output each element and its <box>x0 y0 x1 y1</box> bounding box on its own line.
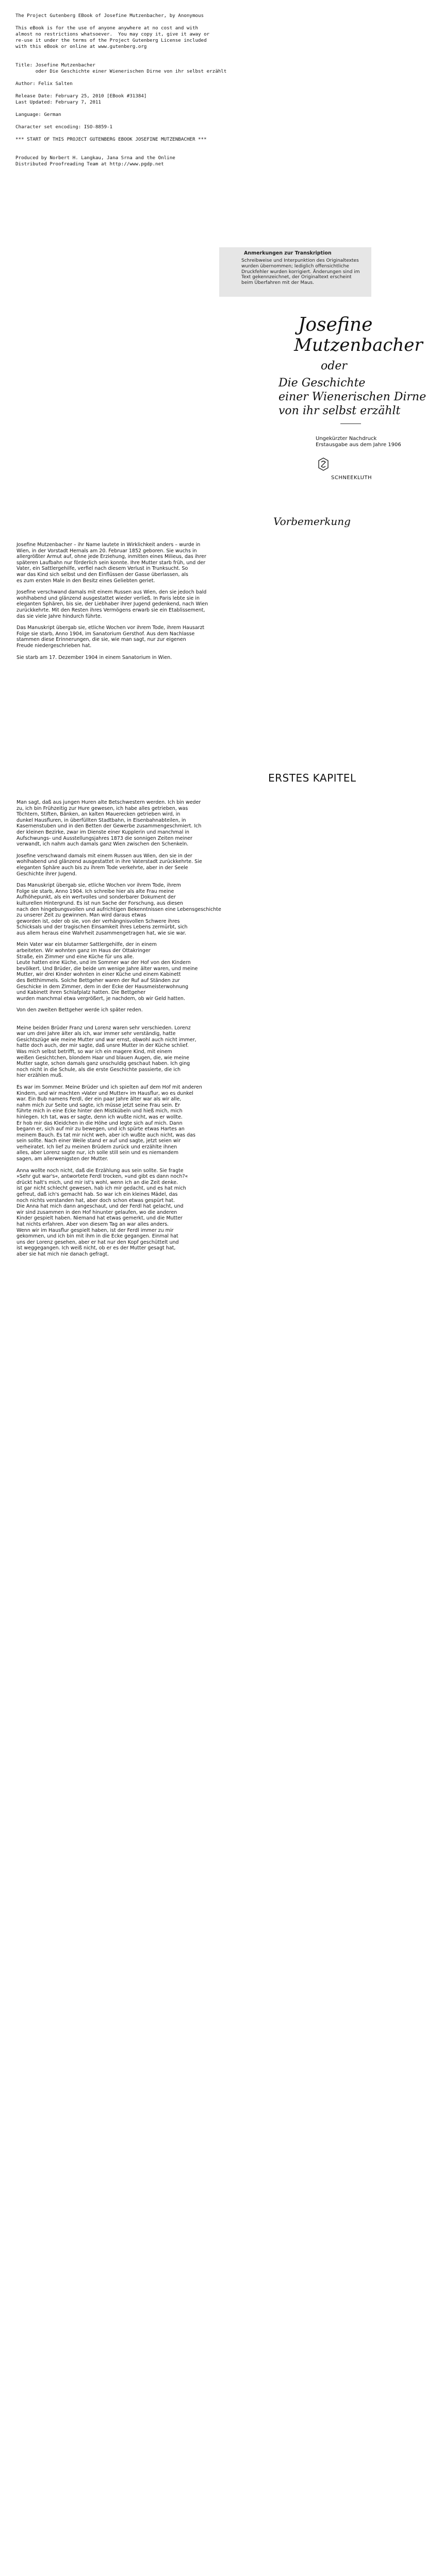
vorbemerkung-line: Freude niedergeschrieben hat. <box>17 642 92 649</box>
chapter-line: war. Ein Bub namens Ferdl, der ein paar Jahre älter war als wir alle, <box>17 1096 182 1103</box>
vorbemerkung-line: Das Manuskript übergab sie, etliche Wochen vor ihrem Tode, ihrem Hausarzt <box>17 625 205 631</box>
reprint-note: Ungekürzter Nachdruck Erstausgabe aus dem Jahre 1906 <box>316 436 401 448</box>
chapter-line: führte mich in eine Ecke hinter den Mistkübeln und hieß mich, mich <box>17 1108 183 1114</box>
chapter-line: Kasernenstuben und in den Betten der Gewerbe zusammengeschmiert. Ich <box>17 823 202 829</box>
publisher-logo-icon <box>318 457 329 471</box>
vorbemerkung-text <box>17 542 378 660</box>
chapter-line: bevölkert. Und Brüder, die beide um wenige Jahre älter waren, und meine <box>17 965 198 972</box>
chapter-line: gefreut, daß ich's gemacht hab. So war ich ein kleines Mädel, das <box>17 1192 178 1198</box>
vorbemerkung-line: Josefine verschwand damals mit einem Russen aus Wien, den sie jedoch bald <box>17 589 207 596</box>
chapter-line: wurden manchmal etwa vergrößert, je nachdem, ob wir Geld hatten. <box>17 995 185 1002</box>
chapter-heading: ERSTES KAPITEL <box>268 772 356 784</box>
chapter-line: hat nichts erfahren. Aber von diesem Tag an war alles anders. <box>17 1222 169 1227</box>
vorbemerkung-line: allergrößter Armut auf, ohne jede Erziehung, inmitten eines Milieus, das ihrer <box>17 554 206 560</box>
chapter-line: sagen, am allerwenigsten der Mutter. <box>17 1156 108 1162</box>
chapter-line: »Sehr gut war's«, antwortete Ferdl trocken, »und gibt es dann noch?« <box>17 1174 188 1180</box>
chapter-line: ist weggegangen. Ich weiß nicht, ob er es der Mutter gesagt hat, <box>17 1245 176 1251</box>
chapter-line: Mutter sagte, schon damals ganz unschuldig geschaut haben. Ich ging <box>17 1061 190 1067</box>
chapter-line: verheiratet. Ich lief zu meinen Brüdern zurück und erzählte ihnen <box>17 1144 177 1150</box>
transcription-note-line: beim Überfahren mit der Maus. <box>241 280 314 286</box>
transcription-note-line: Text gekennzeichnet, der Originaltext erscheint <box>241 275 352 280</box>
chapter-line: Die Anna hat mich dann angeschaut, und der Ferdl hat gelacht, und <box>17 1204 184 1210</box>
chapter-text <box>17 800 378 1258</box>
vorbemerkung-line: Wien, in der Vorstadt Hernals am 20. Februar 1852 geboren. Sie wuchs in <box>17 548 197 554</box>
chapter-line: des Betthimmels. Solche Bettgeher waren der Ruf auf Ständen zur <box>17 978 180 984</box>
vorbemerkung-line: stammen diese Erinnerungen, die sie, wie man sagt, nur zur eigenen <box>17 637 186 643</box>
chapter-line: nach den hingebungsvollen und aufrichtigen Bekenntnissen eine Lebensgeschichte <box>17 906 221 912</box>
chapter-line: drückt halt's mich, und mir ist's wohl, wenn ich an die Zeit denke. <box>17 1179 178 1185</box>
chapter-line: Josefine verschwand damals mit einem Russen aus Wien, den sie in der <box>17 853 192 859</box>
chapter-line: alles, aber Lorenz sagte nur, ich solle still sein und es niemandem <box>17 1150 178 1156</box>
chapter-line: Man sagt, daß aus jungen Huren alte Betschwestern werden. Ich bin weder <box>17 800 201 805</box>
chapter-line: Das Manuskript übergab sie, etliche Wochen vor ihrem Tode, ihrem <box>17 883 181 889</box>
chapter-line: Mutter, wir drei Kinder wohnten in einer Küche und einem Kabinett <box>17 972 181 978</box>
vorbemerkung-line: eleganten Sphären, bis sie, der Liebhaber ihrer Jugend gedenkend, nach Wien <box>17 601 208 607</box>
chapter-line: Folge sie starb, Anno 1904. Ich schreibe hier als alte Frau meine <box>17 888 174 894</box>
chapter-line: Von den zweiten Bettgeher werde ich später reden. <box>17 1007 143 1013</box>
chapter-line: aber sie hat mich nie danach gefragt. <box>17 1251 109 1257</box>
transcription-note-line: wurden übernommen; lediglich offensichtliche <box>241 263 349 269</box>
chapter-line: Meine beiden Brüder Franz und Lorenz waren sehr verschieden. Lorenz <box>17 1025 191 1031</box>
transcription-note-line: Schreibweise und Interpunktion des Originaltextes <box>241 258 359 263</box>
chapter-line: noch nichts verstanden hat, aber doch schon etwas gespürt hat. <box>17 1197 175 1204</box>
chapter-line: wohlhabend und glänzend ausgestattet in ihre Vaterstadt zurückkehrte. Sie <box>17 859 202 865</box>
chapter-line <box>17 1013 378 1020</box>
vorbemerkung-heading: Vorbemerkung <box>273 515 351 528</box>
chapter-line: nahm mich zur Seite und sagte, ich müsse jetzt seine Frau sein. Er <box>17 1102 180 1108</box>
chapter-line: Töchtern, Stiften, Bänken, an kalten Mauerecken getrieben wird, in <box>17 811 181 818</box>
chapter-line: und Kabinett ihren Schlafplatz hatten. Die Bettgeher <box>17 990 146 996</box>
book-title-oder: oder <box>321 360 347 372</box>
title-divider <box>340 423 361 424</box>
chapter-line: meinem Bauch. Es tat mir nicht weh, aber ich wußte auch nicht, was das <box>17 1132 195 1138</box>
chapter-line: hier erzählen muß. <box>17 1073 63 1079</box>
chapter-line: hinlegen. Ich tat, was er sagte, denn ich wußte nicht, was er wollte. <box>17 1114 183 1120</box>
chapter-line: arbeiteten. Wir wohnten ganz im Haus der Ottakringer <box>17 948 151 954</box>
vorbemerkung-line: Folge sie starb, Anno 1904, im Sanatorium Gersthof. Aus dem Nachlasse <box>17 631 195 637</box>
chapter-line: Es war im Sommer. Meine Brüder und ich spielten auf dem Hof mit anderen <box>17 1084 202 1090</box>
chapter-line: geworden ist, oder ob sie, von der verhängnisvollen Schwere ihres <box>17 918 180 924</box>
vorbemerkung-line: es zum ersten Male in den Besitz eines Geliebten geriet. <box>17 578 155 584</box>
chapter-line: weißen Gesichtchen, blondem Haar und blauen Augen, die, wie meine <box>17 1055 189 1061</box>
chapter-line: Gesichtszüge wie meine Mutter und war ernst, obwohl auch nicht immer, <box>17 1037 196 1043</box>
chapter-line: Kindern, und wir machten »Vater und Mutter« im Hausflur, wo es dunkel <box>17 1090 193 1096</box>
chapter-line: zu unserer Zeit zu gewinnen. Man wird daraus etwas <box>17 912 146 919</box>
chapter-line: verwandt, ich nahm auch damals ganz Wien zwischen den Schenkeln. <box>17 841 189 848</box>
chapter-line: hatte doch auch, der mir sagte, daß unsre Mutter in der Küche schlief. <box>17 1043 189 1049</box>
transcription-note <box>219 247 371 297</box>
chapter-line: Schicksals und der tragischen Einsamkeit ihres Lebens zermürbt, sich <box>17 924 188 930</box>
book-author-name: Josefine <box>298 314 373 335</box>
chapter-line: Was mich selbst betrifft, so war ich ein magere Kind, mit einem <box>17 1048 172 1055</box>
chapter-line: Aufschwungs- und Ausstellungsjahres 1873 die sonnigen Zeiten meiner <box>17 835 192 841</box>
chapter-line: Anna wollte noch nicht, daß die Erzählung aus sein sollte. Sie fragte <box>17 1167 184 1174</box>
chapter-line: dunkel Hausfluren, in überfüllten Stadtbahn, in Eisenbahnabteilen, in <box>17 817 186 823</box>
chapter-line: der kleinen Bezirke, zwar im Dienste einer Kupplerin und manchmal in <box>17 829 190 835</box>
book-title: Mutzenbacher <box>294 335 423 355</box>
chapter-line: zu, ich bin Frühzeitig zur Hure gewesen, ich habe alles getrieben, was <box>17 805 188 811</box>
chapter-line: noch nicht in die Schule, als die erste Geschichte passierte, die ich <box>17 1066 181 1073</box>
chapter-line: Straße, ein Zimmer und eine Küche für uns alle. <box>17 954 134 960</box>
chapter-line: uns der Lorenz gesehen, aber er hat nur den Kopf geschüttelt und <box>17 1239 179 1245</box>
chapter-line: war um drei Jahre älter als ich, war immer sehr verständig, hatte <box>17 1031 176 1037</box>
transcription-note-title: Anmerkungen zur Transkription <box>244 250 332 256</box>
chapter-line: aus allem heraus eine Wahrheit zusammengetragen hat, wie sie war. <box>17 930 186 936</box>
chapter-line: Kinder gespielt haben. Niemand hat etwas gemerkt, und die Mutter <box>17 1215 183 1222</box>
chapter-line: Leute hatten eine Küche, und im Sommer war der Hof von den Kindern <box>17 960 191 966</box>
chapter-line: Geschichte ihrer Jugend. <box>17 871 77 877</box>
chapter-line: sein sollte. Nach einer Weile stand er auf und sagte, jetzt seien wir <box>17 1138 181 1144</box>
gutenberg-header: The Project Gutenberg EBook of Josefine Mutzenbacher, by Anonymous This eBook is for the use of anyone anywhere at no cost and with almost no restrictions whatsoever. You may copy it, give it away or re-use it under the terms of the Project Gutenberg License included with this eBook or online at www.gutenberg.org Title: Josefine Mutzenbacher oder Die Geschichte einer Wienerischen Dirne von ihr selbst erzählt Author: Felix Salten Release Date: February 25, 2010 [EBook #31384] Last Updated: February 7, 2011 Language: German Character set encoding: ISO-8859-1 *** START OF THIS PROJECT GUTENBERG EBOOK JOSEFINE MUTZENBACHER *** <box>15 13 227 142</box>
publisher-name: SCHNEEKLUTH <box>331 475 372 481</box>
chapter-line: gekommen, und ich bin mit ihm in die Ecke gegangen. Einmal hat <box>17 1233 178 1240</box>
chapter-line: begann er, sich auf mir zu bewegen, und ich spürte etwas Hartes an <box>17 1126 185 1132</box>
chapter-line: Mein Vater war ein blutarmer Sattlergehilfe, der in einem <box>17 942 157 948</box>
chapter-line: Aufhöhepunkt, als ein wertvolles und sonderbarer Dokument der <box>17 894 176 901</box>
vorbemerkung-line: späteren Laufbahn nur förderlich sein konnte. Ihre Mutter starb früh, und der <box>17 560 206 566</box>
chapter-line: Wenn wir im Hausflur gespielt haben, ist der Ferdl immer zu mir <box>17 1227 174 1233</box>
chapter-line: kulturellen Hintergrund. Es ist nun Sache der Forschung, aus diesen <box>17 900 183 906</box>
vorbemerkung-line: wohlhabend und glänzend ausgestattet wieder verließ. In Paris lebte sie in <box>17 595 200 601</box>
vorbemerkung-line: Josefine Mutzenbacher – ihr Name lautete in Wirklichkeit anders – wurde in <box>17 542 201 548</box>
chapter-line: Geschicke in dem Zimmer, dem in der Ecke der Hausmeisterwohnung <box>17 984 189 990</box>
producer-credits: Produced by Norbert H. Langkau, Jana Srna and the Online Distributed Proofreading Team at http://www.pgdp.net <box>15 155 175 167</box>
book-subtitle: Die Geschichte einer Wienerischen Dirne von ihr selbst erzählt <box>278 377 426 417</box>
chapter-line: wir sind zusammen in den Hof hinunter gelaufen, wo die anderen <box>17 1209 177 1215</box>
transcription-note-body <box>241 258 371 286</box>
transcription-note-line: Druckfehler wurden korrigiert. Änderungen sind im <box>241 269 360 275</box>
vorbemerkung-line: zurückkehrte. Mit den Resten ihres Vermögens erwarb sie ein Etablissement, <box>17 607 205 613</box>
chapter-line: eleganten Sphäre auch bis zu ihrem Tode verkehrte, aber in der Seele <box>17 865 188 871</box>
chapter-line: ist gar nicht schlecht gewesen, hab ich mir gedacht, und es hat mich <box>17 1185 186 1192</box>
vorbemerkung-line: war das Kind sich selbst und den Einflüssen der Gasse überlassen, als <box>17 571 188 578</box>
vorbemerkung-line: Vater, ein Sattlergehilfe, verfiel nach diesem Verlust in Trunksucht. So <box>17 566 188 572</box>
chapter-line: Er hob mir das Kleidchen in die Höhe und legte sich auf mich. Dann <box>17 1120 183 1126</box>
vorbemerkung-line: Sie starb am 17. Dezember 1904 in einem Sanatorium in Wien. <box>17 654 172 660</box>
vorbemerkung-line: das sie viele Jahre hindurch führte. <box>17 613 102 619</box>
